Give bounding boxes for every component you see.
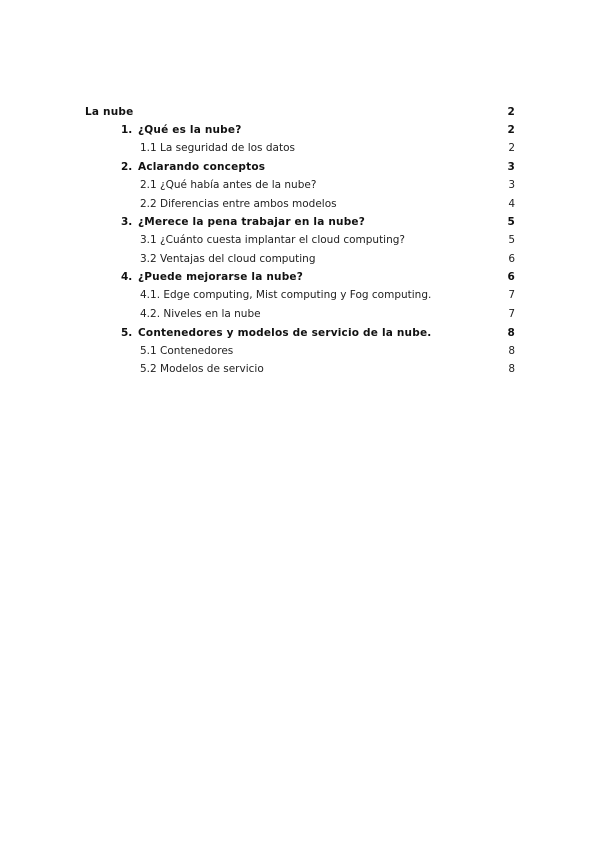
toc-subsection-2-2[interactable] bbox=[0, 195, 600, 213]
toc-section-label: ¿Qué es la nube? bbox=[138, 124, 242, 136]
toc-subsection-label: 1.1 La seguridad de los datos bbox=[140, 142, 295, 154]
toc-subsection-label: 3.2 Ventajas del cloud computing bbox=[140, 253, 316, 265]
toc-subsection-page: 7 bbox=[508, 289, 515, 301]
toc-section-page: 2 bbox=[507, 124, 515, 136]
toc-section-page: 3 bbox=[507, 161, 515, 173]
toc-subsection-3-2[interactable] bbox=[0, 250, 600, 268]
toc-section-2[interactable] bbox=[0, 158, 600, 176]
toc-subsection-label: 2.2 Diferencias entre ambos modelos bbox=[140, 198, 337, 210]
toc-entry-page: 2 bbox=[507, 106, 515, 118]
toc-subsection-4-1[interactable] bbox=[0, 286, 600, 304]
toc-entry-top[interactable] bbox=[0, 103, 600, 121]
toc-section-number: 4. bbox=[121, 271, 133, 283]
toc-section-number: 3. bbox=[121, 216, 133, 228]
toc-section-page: 8 bbox=[507, 327, 515, 339]
toc-section-page: 6 bbox=[507, 271, 515, 283]
toc-subsection-1-1[interactable] bbox=[0, 139, 600, 157]
toc-subsection-label: 4.1. Edge computing, Mist computing y Fog computing. bbox=[140, 289, 432, 301]
toc-section-3[interactable] bbox=[0, 213, 600, 231]
toc-subsection-label: 5.2 Modelos de servicio bbox=[140, 363, 264, 375]
toc-subsection-page: 5 bbox=[508, 234, 515, 246]
toc-section-number: 2. bbox=[121, 161, 133, 173]
toc-subsection-page: 8 bbox=[508, 345, 515, 357]
toc-subsection-2-1[interactable] bbox=[0, 176, 600, 194]
toc-section-number: 5. bbox=[121, 327, 133, 339]
toc-section-page: 5 bbox=[507, 216, 515, 228]
toc-subsection-page: 8 bbox=[508, 363, 515, 375]
toc-section-number: 1. bbox=[121, 124, 133, 136]
toc-subsection-label: 5.1 Contenedores bbox=[140, 345, 234, 357]
toc-subsection-label: 3.1 ¿Cuánto cuesta implantar el cloud computing? bbox=[140, 234, 405, 246]
toc-section-4[interactable] bbox=[0, 268, 600, 286]
toc-subsection-page: 3 bbox=[508, 179, 515, 191]
toc-entry-label: La nube bbox=[85, 106, 134, 118]
toc-subsection-label: 4.2. Niveles en la nube bbox=[140, 308, 261, 320]
toc-subsection-label: 2.1 ¿Qué había antes de la nube? bbox=[140, 179, 317, 191]
toc-subsection-page: 2 bbox=[508, 142, 515, 154]
toc-subsection-page: 6 bbox=[508, 253, 515, 265]
toc-subsection-4-2[interactable] bbox=[0, 305, 600, 323]
toc-section-label: Aclarando conceptos bbox=[138, 161, 266, 173]
toc-subsection-page: 4 bbox=[508, 198, 515, 210]
toc-section-label: ¿Merece la pena trabajar en la nube? bbox=[138, 216, 366, 228]
toc-subsection-page: 7 bbox=[508, 308, 515, 320]
toc-subsection-5-2[interactable] bbox=[0, 360, 600, 378]
toc-section-label: Contenedores y modelos de servicio de la nube. bbox=[138, 327, 432, 339]
toc-section-label: ¿Puede mejorarse la nube? bbox=[138, 271, 304, 283]
toc-subsection-3-1[interactable] bbox=[0, 231, 600, 249]
toc-section-1[interactable] bbox=[0, 121, 600, 139]
toc-section-5[interactable] bbox=[0, 324, 600, 342]
toc-subsection-5-1[interactable] bbox=[0, 342, 600, 360]
